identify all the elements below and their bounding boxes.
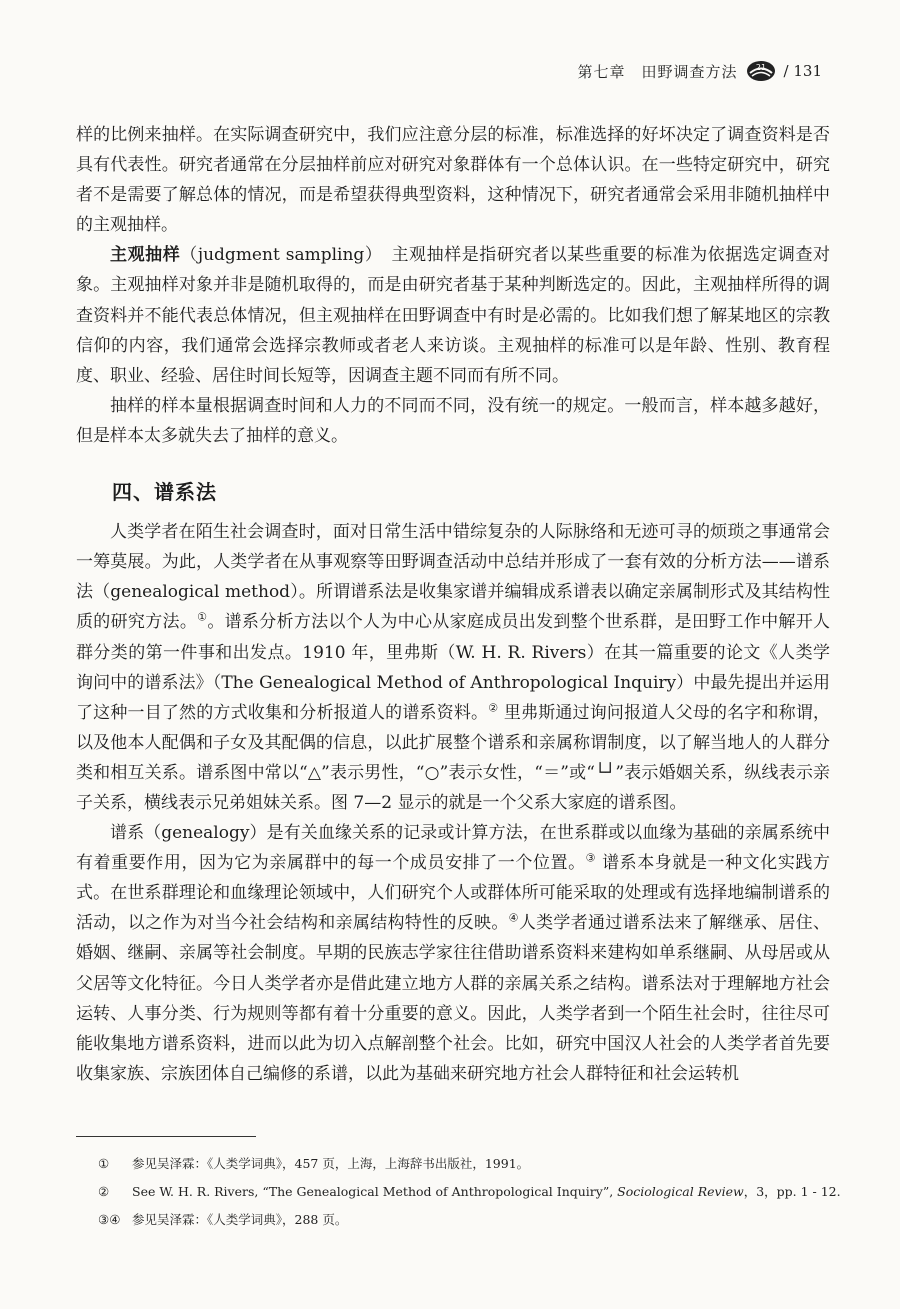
paragraph-5-part-a: 谱系（genealogy）是有关血缘关系的记录或计算方法，在世系群或以血缘为基础的亲属系统中有着重要作用，因为它为亲属群中的每一个成员安排了一个位置。 bbox=[76, 823, 830, 874]
body-text bbox=[76, 120, 830, 1089]
footnote-ref-1[interactable]: ① bbox=[197, 610, 208, 624]
footnote-marker: ③④ bbox=[98, 1212, 121, 1227]
paragraph-4-part-b: 。谱系分析方法以个人为中心从家庭成员出发到整个世系群，是田野工作中解开人群分类的第一件事和出发点。1910 年，里弗斯（W. H. R. Rivers）在其一篇重要的论文《人类学询问中的谱系法》（The Genealogical Method of Anthropological Inquiry）中最先提出并运用了这种一目了然的方式收集和分析报道人的谱系资料。 bbox=[76, 612, 830, 723]
paragraph-5-part-b: 谱系本身就是一种文化实践方式。在世系群理论和血缘理论领域中，人们研究个人或群体所可能采取的处理或有选择地编制谱系的活动，以之作为对当今社会结构和亲属结构特性的反映。 bbox=[76, 853, 830, 934]
footnotes bbox=[98, 1150, 841, 1234]
footnote-ref-3[interactable]: ③ bbox=[585, 851, 597, 865]
footnote-text: 参见吴泽霖：《人类学词典》，288 页。 bbox=[132, 1212, 348, 1227]
footnote-3 bbox=[98, 1206, 818, 1234]
footnote-1 bbox=[98, 1150, 818, 1178]
footnote-ref-2[interactable]: ② bbox=[488, 701, 499, 715]
footnote-marker: ① bbox=[98, 1156, 110, 1171]
footnote-ref-4[interactable]: ④ bbox=[508, 911, 519, 925]
footnote-text: 参见吴泽霖：《人类学词典》，457 页，上海，上海辞书出版社，1991。 bbox=[132, 1156, 530, 1171]
svg-text:21: 21 bbox=[755, 63, 766, 72]
paragraph-3: 抽样的样本量根据调查时间和人力的不同而不同，没有统一的规定。一般而言，样本越多越好，但是样本太多就失去了抽样的意义。 bbox=[76, 395, 830, 446]
paragraph-1: 样的比例来抽样。在实际调查研究中，我们应注意分层的标准，标准选择的好坏决定了调查资料是否具有代表性。研究者通常在分层抽样前应对研究对象群体有一个总体认识。在一些特定研究中，研究者不是需要了解总体的情况，而是希望获得典型资料，这种情况下，研究者通常会采用非随机抽样中的主观抽样。 bbox=[76, 125, 830, 236]
footnote-text-end: ，3，pp. 1 - 12. bbox=[743, 1184, 841, 1199]
paragraph-2-text: （judgment sampling） 主观抽样是指研究者以某些重要的标准为依据选定调查对象。主观抽样对象并非是随机取得的，而是由研究者基于某种判断选定的。因此，主观抽样所得的调查资料并不能代表总体情况，但主观抽样在田野调查中有时是必需的。比如我们想了解某地区的宗教信仰的内容，我们通常会选择宗教师或者老人来访谈。主观抽样的标准可以是年龄、性别、教育程度、职业、经验、居住时间长短等，因调查主题不同而有所不同。 bbox=[76, 245, 831, 386]
paragraph-5-part-c: 人类学者通过谱系法来了解继承、居住、婚姻、继嗣、亲属等社会制度。早期的民族志学家往往借助谱系资料来建构如单系继嗣、从母居或从父居等文化特征。今日人类学者亦是借此建立地方人群的亲属关系之结构。谱系法对于理解地方社会运转、人事分类、行为规则等都有着十分重要的意义。因此，人类学者到一个陌生社会时，往往尽可能收集地方谱系资料，进而以此为切入点解剖整个社会。比如，研究中国汉人社会的人类学者首先要收集家族、宗族团体自己编修的系谱，以此为基础来研究地方社会人群特征和社会运转机 bbox=[76, 913, 831, 1084]
footnote-marker: ② bbox=[98, 1184, 110, 1199]
chapter-title: 第七章 田野调查方法 bbox=[577, 62, 738, 81]
footnote-divider bbox=[76, 1136, 256, 1137]
page-number: / 131 bbox=[783, 62, 822, 80]
term-judgment-sampling: 主观抽样 bbox=[110, 245, 181, 266]
paragraph-4-part-c: 里弗斯通过询问报道人父母的名字和称谓，以及他本人配偶和子女及其配偶的信息，以此扩展整个谱系和亲属称谓制度，以了解当地人的人群分类和相互关系。谱系图中常以“△”表示男性，“○”表示女性，“＝”或“└┘”表示婚姻关系，纵线表示亲子关系，横线表示兄弟姐妹关系。图 7—2 显示的就是一个父系大家庭的谱系图。 bbox=[76, 702, 831, 813]
journal-title: Sociological Review bbox=[617, 1184, 744, 1199]
paragraph-4-part-a: 人类学者在陌生社会调查时，面对日常生活中错综复杂的人际脉络和无迹可寻的烦琐之事通常会一筹莫展。为此，人类学者在从事观察等田野调查活动中总结并形成了一套有效的分析方法——谱系法（genealogical method）。所谓谱系法是收集家谱并编辑成系谱表以确定亲属制形式及其结构性质的研究方法。 bbox=[76, 522, 830, 633]
paragraph-2 bbox=[76, 240, 830, 390]
running-header bbox=[578, 60, 822, 82]
paragraph-4 bbox=[76, 517, 830, 818]
paragraph-5 bbox=[76, 818, 830, 1089]
footnote-text: See W. H. R. Rivers, “The Genealogical Method of Anthropological Inquiry”, bbox=[132, 1184, 618, 1199]
section-title: 四、谱系法 bbox=[112, 480, 217, 505]
book-logo-icon bbox=[746, 60, 776, 82]
footnote-2 bbox=[98, 1178, 841, 1206]
